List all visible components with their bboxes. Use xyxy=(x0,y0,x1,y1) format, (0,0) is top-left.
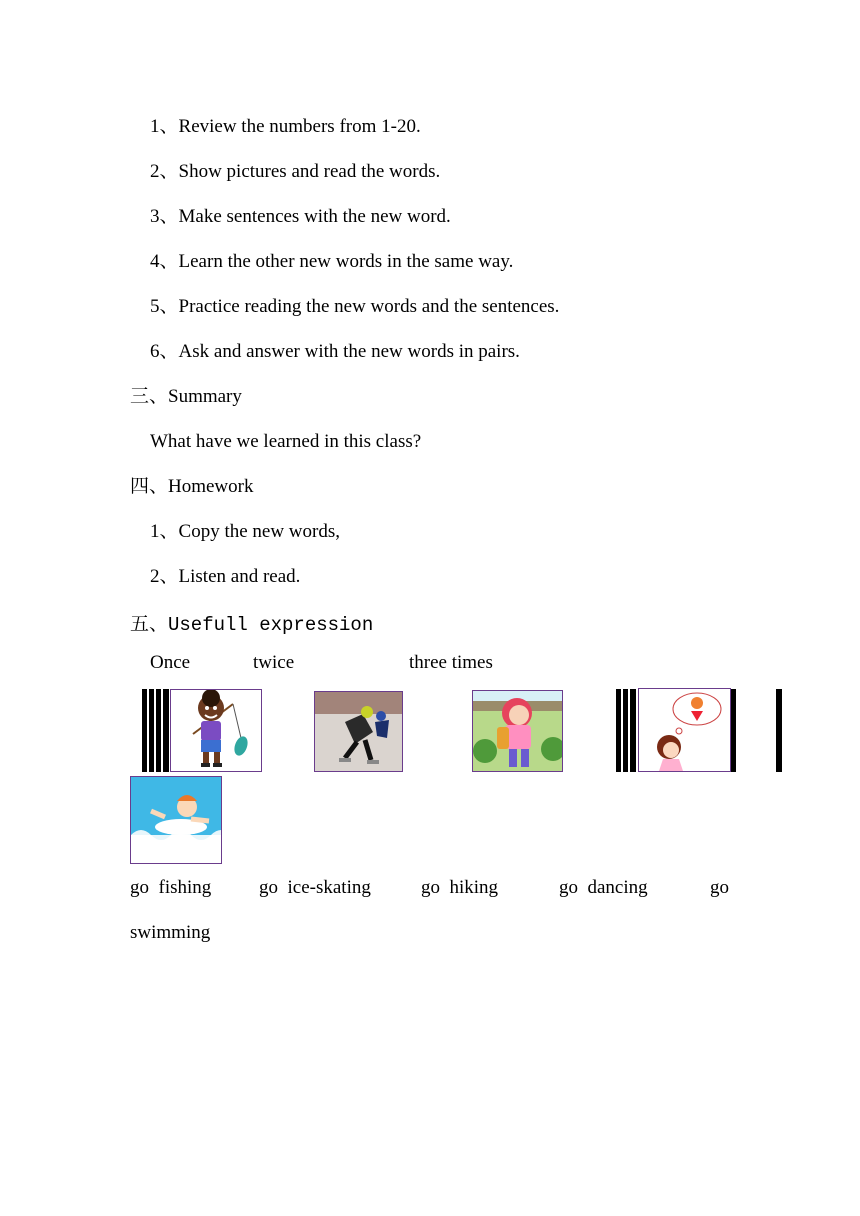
black-bar-artifact xyxy=(142,689,171,772)
step-number: 6、 xyxy=(150,341,179,362)
step-number: 3、 xyxy=(150,206,179,227)
step-2 xyxy=(150,160,440,184)
expression-word-three-times: three times xyxy=(409,652,493,673)
activity-go-fishing: go fishing xyxy=(130,877,212,898)
activity-go-ice-skating: go ice-skating xyxy=(259,877,371,898)
step-text: Learn the other new words in the same way. xyxy=(178,251,514,272)
fishing-picture xyxy=(170,689,262,772)
homework-item-2 xyxy=(150,565,300,589)
boy-fishing-illustration xyxy=(171,690,261,771)
homework-heading: 四、Homework xyxy=(130,476,254,497)
activity-go-hiking: go hiking xyxy=(421,877,499,898)
expression-heading: 五、Usefull expression xyxy=(130,614,374,636)
girl-dreaming-dance-illustration xyxy=(639,689,730,771)
hiking-picture xyxy=(472,690,563,772)
step-text: Practice reading the new words and the sentences. xyxy=(178,296,560,317)
expression-word-twice: twice xyxy=(253,652,295,673)
summary-heading: 三、Summary xyxy=(130,386,242,407)
step-text: Show pictures and read the words. xyxy=(178,161,441,182)
step-text: Ask and answer with the new words in pairs. xyxy=(178,341,520,362)
homework-number: 2、 xyxy=(150,566,179,587)
step-5 xyxy=(150,295,559,319)
homework-text: Copy the new words, xyxy=(178,521,340,542)
activity-swimming: swimming xyxy=(130,922,211,943)
step-number: 1、 xyxy=(150,116,179,137)
black-bar-artifact xyxy=(731,689,738,772)
step-text: Make sentences with the new word. xyxy=(178,206,451,227)
homework-text: Listen and read. xyxy=(178,566,301,587)
boy-swimming-illustration xyxy=(131,777,221,863)
expression-word-once: Once xyxy=(150,652,191,673)
girl-hiking-illustration xyxy=(473,691,562,771)
step-1 xyxy=(150,115,421,139)
step-number: 2、 xyxy=(150,161,179,182)
skaters-illustration xyxy=(315,692,402,771)
step-4 xyxy=(150,250,513,274)
swimming-picture xyxy=(130,776,222,864)
step-6 xyxy=(150,340,520,364)
black-bar-artifact xyxy=(776,689,784,772)
black-bar-artifact xyxy=(616,689,638,772)
dancing-picture xyxy=(638,688,731,772)
activity-go: go xyxy=(710,877,729,898)
homework-number: 1、 xyxy=(150,521,179,542)
ice-skating-picture xyxy=(314,691,403,772)
step-number: 4、 xyxy=(150,251,179,272)
step-number: 5、 xyxy=(150,296,179,317)
activity-go-dancing: go dancing xyxy=(559,877,648,898)
summary-question: What have we learned in this class? xyxy=(150,431,422,452)
homework-item-1 xyxy=(150,520,340,544)
step-text: Review the numbers from 1-20. xyxy=(178,116,421,137)
step-3 xyxy=(150,205,451,229)
